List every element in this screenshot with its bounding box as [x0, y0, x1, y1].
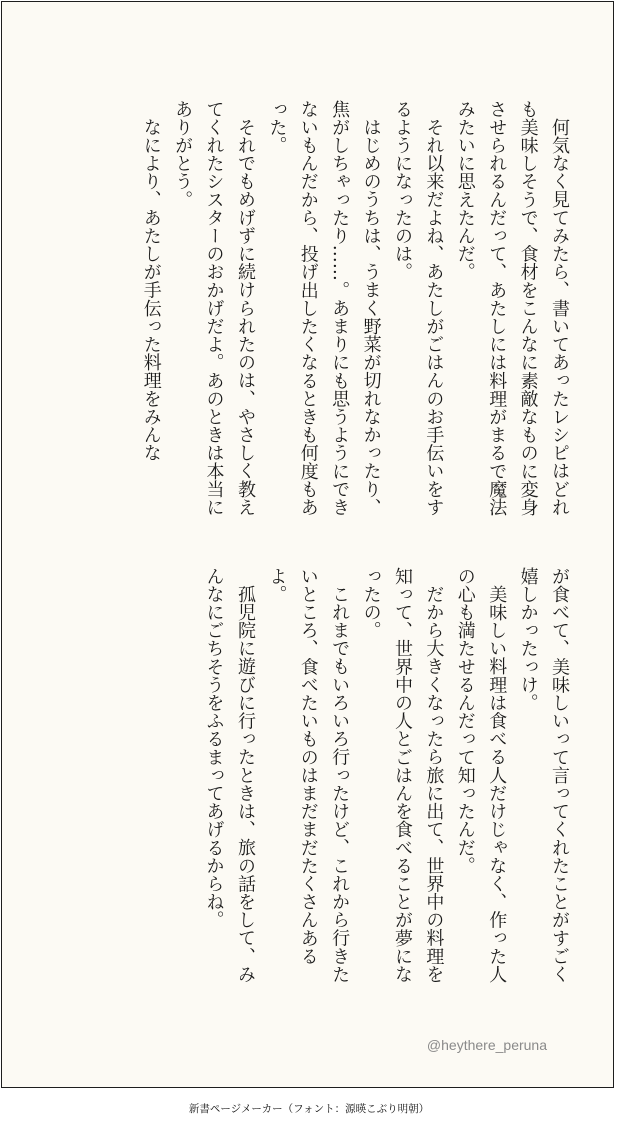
paragraph: 美味しい料理は食べる人だけじゃなく、作った人の心も満たせるんだって知ったんだ。: [454, 567, 508, 984]
paragraph: はじめのうちは、うまく野菜が切れなかったり、焦がしちゃったり……。あまりにも思うようにできないもんだから、投げ出したくなるときも何度もあった。: [266, 100, 382, 517]
paragraph-continuation: が食べて、美味しいって言ってくれたことがすごく嬉しかったっけ。: [517, 567, 570, 984]
paragraph: 孤児院に遊びに行ったときは、旅の話をして、みんなにごちそうをふるまってあげるからね。: [203, 567, 256, 984]
paragraph: それでもめげずに続けられたのは、やさしく教えてくれたシスターのおかげだよ。あのときは本当にありがとう。: [172, 100, 256, 517]
paragraph: これまでもいろいろ行ったけど、これから行きたいところ、食べたいものはまだまだたくさんあるよ。: [266, 567, 351, 984]
author-credit: @heythere_peruna: [426, 1037, 547, 1053]
paragraph: なにより、あたしが手伝った料理をみんな: [140, 118, 162, 462]
paragraph: 何気なく見てみたら、書いてあったレシピはどれも美味しそうで、食材をこんなに素敵なものに変身させられるんだって、あたしには料理がまるで魔法みたいに思えたんだ。: [454, 100, 570, 517]
manuscript-page: [1, 1, 614, 1088]
text-block-bottom: [45, 567, 575, 997]
paragraph: だから大きくなったら旅に出て、世界中の料理を知って、世界中の人とごはんを食べることが夢になったの。: [360, 567, 445, 984]
paragraph: それ以来だよね、あたしがごはんのお手伝いをするようになったのは。: [391, 100, 445, 517]
generator-footer: 新書ページメーカー（フォント：源暎こぶり明朝）: [188, 1103, 430, 1115]
text-block-top: [45, 100, 575, 530]
